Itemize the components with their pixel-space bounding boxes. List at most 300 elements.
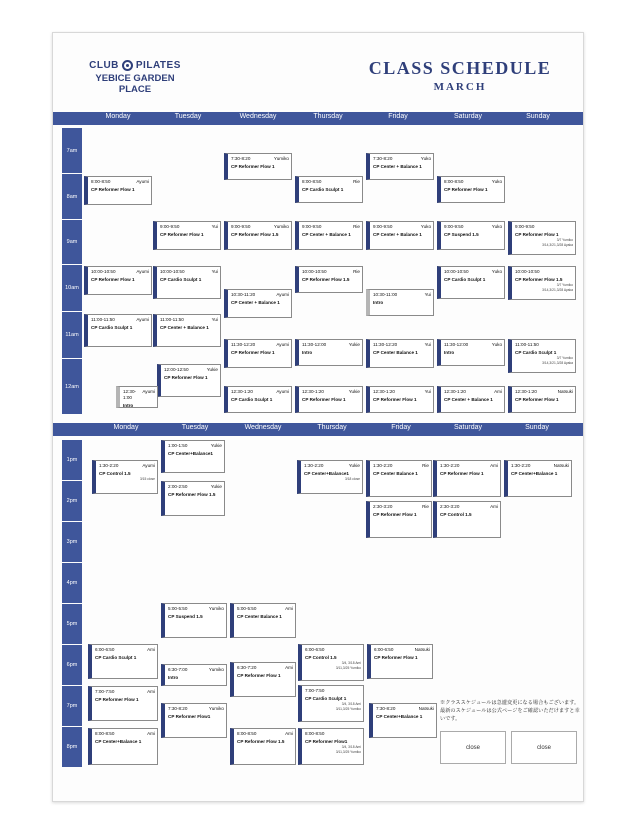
class-time: 1:00-1:50	[168, 443, 188, 448]
class-time: 7:30-8:20	[376, 706, 396, 711]
class-time-row	[444, 224, 502, 230]
class-time-row	[515, 389, 573, 395]
class-name: Intro	[123, 403, 134, 408]
class-name: CP Reformer Flow 1	[91, 187, 135, 193]
class-instructor: Yuko	[491, 269, 502, 274]
class-instructor: Ayumi	[276, 292, 289, 297]
class-note: 3/7 Yumiko 3/14,3/21,3/28 Ayaka	[542, 238, 573, 247]
class-time: 1:30-2:20	[440, 463, 460, 468]
schedule-title: CLASS SCHEDULE	[368, 58, 552, 78]
class-time-row	[231, 224, 289, 230]
class-instructor: Yuko	[491, 179, 502, 184]
class-note: 3/4, 3/18 Ami 3/11,3/25 Yumiko	[335, 661, 361, 670]
class-instructor: Yui	[424, 389, 431, 394]
studio-name: YEBICE GARDEN PLACE	[95, 73, 175, 95]
class-time-row	[231, 292, 289, 298]
time-label-8pm: 8pm	[62, 727, 82, 767]
class-name: CP Reformer Flow 1	[160, 232, 204, 238]
class-card[interactable]	[298, 728, 364, 765]
class-name: CP Cardio Sculpt 1	[160, 277, 202, 283]
class-name: CP Reformer Flow 1	[95, 697, 139, 703]
time-label-7pm: 7pm	[62, 686, 82, 726]
class-card[interactable]	[298, 685, 364, 722]
class-card[interactable]	[295, 339, 363, 366]
class-instructor: Ayumi	[136, 179, 149, 184]
class-time-row	[440, 463, 498, 469]
class-time: 9:00-9:50	[160, 224, 180, 229]
class-instructor: Yumiko	[208, 667, 224, 672]
class-instructor: Ami	[490, 463, 498, 468]
class-time-row	[373, 156, 431, 162]
class-instructor: Yuko	[491, 224, 502, 229]
class-name: CP Reformer Flow 1	[515, 397, 559, 403]
class-instructor: Rie	[353, 224, 360, 229]
class-time: 10:00-10:50	[515, 269, 540, 274]
class-name: CP Reformer Flow 1	[231, 164, 275, 170]
class-name: CP Reformer Flow1	[305, 739, 348, 745]
class-name: CP Suspend 1.5	[444, 232, 479, 238]
class-card[interactable]	[433, 460, 501, 497]
class-card[interactable]	[295, 176, 363, 203]
class-name: CP Control 1.5	[99, 471, 131, 477]
class-name: CP Center Balance 1	[237, 614, 282, 620]
class-instructor: Yukie	[348, 342, 360, 347]
class-time: 10:00-10:50	[91, 269, 116, 274]
class-time-row	[304, 463, 360, 469]
class-name: CP Reformer Flow 1.5	[168, 492, 216, 498]
class-name: CP Reformer Flow 1	[444, 187, 488, 193]
class-time-row	[444, 179, 502, 185]
class-time-row	[444, 389, 502, 395]
class-time: 9:00-9:50	[373, 224, 393, 229]
class-time-row	[373, 389, 431, 395]
class-name: CP Reformer Flow 1	[515, 232, 559, 238]
class-time: 12:30-1:20	[373, 389, 395, 394]
class-time-row	[168, 443, 222, 449]
class-time: 5:00-5:50	[168, 606, 188, 611]
class-time-row	[373, 342, 431, 348]
class-time-row	[160, 317, 218, 323]
class-card[interactable]	[297, 460, 363, 494]
class-card[interactable]	[153, 266, 221, 299]
class-time-row	[444, 269, 502, 275]
class-time-row	[91, 317, 149, 323]
class-name: CP Reformer Flow 1	[440, 471, 484, 477]
time-label-3pm: 3pm	[62, 522, 82, 562]
day-label-tuesday: Tuesday	[174, 113, 202, 120]
class-time: 10:30-11:00	[373, 292, 398, 297]
class-time: 6:00-6:50	[305, 647, 325, 652]
class-instructor: Natsuki	[553, 463, 569, 468]
class-card[interactable]	[366, 460, 432, 497]
class-card[interactable]	[84, 176, 152, 205]
class-card[interactable]	[508, 386, 576, 413]
class-time-row	[91, 179, 149, 185]
class-time: 7:30-8:20	[373, 156, 393, 161]
class-name: CP Cardio Sculpt 1	[91, 325, 133, 331]
class-time: 12:30-1:20	[515, 389, 537, 394]
class-time: 12:00-12:50	[164, 367, 189, 372]
class-name: CP Reformer Flow 1	[374, 655, 418, 661]
class-time-row	[123, 389, 155, 401]
day-label-saturday: Saturday	[453, 424, 483, 431]
brand-club: CLUB	[89, 60, 119, 71]
class-instructor: Ayumi	[142, 389, 155, 394]
time-label-1pm: 1pm	[62, 440, 82, 480]
class-card[interactable]	[366, 289, 434, 316]
class-instructor: Rie	[422, 463, 429, 468]
class-card[interactable]	[161, 440, 225, 473]
class-time: 6:30-7:00	[168, 667, 188, 672]
class-name: CP Control 1.5	[440, 512, 472, 518]
class-time: 2:30-3:20	[373, 504, 393, 509]
class-card[interactable]	[161, 603, 227, 638]
class-instructor: Yumiko	[273, 156, 289, 161]
class-time: 10:00-10:50	[160, 269, 185, 274]
class-time-row	[237, 606, 293, 612]
class-instructor: Yui	[211, 269, 218, 274]
class-card[interactable]	[224, 386, 292, 413]
class-instructor: Ami	[490, 504, 498, 509]
class-card[interactable]	[295, 266, 363, 293]
class-instructor: Yuko	[420, 224, 431, 229]
class-instructor: Ami	[285, 665, 293, 670]
class-instructor: Yumiko	[208, 606, 224, 611]
class-name: CP Reformer Flow 1.5	[302, 277, 350, 283]
class-time-row	[168, 606, 224, 612]
time-label-7am: 7am	[62, 128, 82, 173]
class-time: 10:00-10:50	[302, 269, 327, 274]
class-name: CP Center+Balance 1	[376, 714, 423, 720]
class-card[interactable]	[437, 266, 505, 299]
class-time: 9:00-9:50	[444, 224, 464, 229]
class-time: 8:00-8:50	[444, 179, 464, 184]
brand-pilates: PILATES	[135, 60, 181, 71]
class-time-row	[95, 731, 155, 737]
class-time-row	[160, 224, 218, 230]
class-card[interactable]	[92, 460, 158, 494]
class-name: CP Reformer Flow 1.5	[515, 277, 563, 283]
class-time-row	[164, 367, 218, 373]
class-time-row	[444, 342, 502, 348]
class-time: 12:30-1:20	[231, 389, 253, 394]
sun-logo-icon	[122, 60, 133, 71]
time-label-11am: 11am	[62, 312, 82, 358]
class-instructor: Ayumi	[276, 342, 289, 347]
class-time: 2:00-2:50	[168, 484, 188, 489]
class-instructor: Yuko	[420, 156, 431, 161]
class-time-row	[515, 269, 573, 275]
day-label-friday: Friday	[391, 424, 411, 431]
class-name: CP Center+Balance 1	[511, 471, 558, 477]
class-time: 7:00-7:50	[305, 688, 325, 693]
class-name: Intro	[168, 675, 179, 681]
class-time: 10:30-11:20	[231, 292, 256, 297]
class-note: 3/4, 3/18 Ami 3/11,3/25 Yumiko	[335, 745, 361, 754]
class-name: CP Center + Balance 1	[302, 232, 351, 238]
class-name: CP Reformer Flow 1	[302, 397, 346, 403]
class-instructor: Yukie	[206, 367, 218, 372]
class-name: CP Reformer Flow 1	[237, 673, 281, 679]
schedule-month: MARCH	[433, 81, 487, 93]
class-time-row	[302, 179, 360, 185]
class-name: CP Center Balance 1	[373, 350, 418, 356]
class-time-row	[160, 269, 218, 275]
class-card[interactable]	[224, 221, 292, 250]
class-time: 7:00-7:50	[95, 689, 115, 694]
class-instructor: Yumiko	[273, 224, 289, 229]
class-time: 11:00-11:50	[160, 317, 184, 322]
class-card[interactable]	[230, 662, 296, 697]
class-name: CP Reformer Flow 1	[373, 512, 417, 518]
class-time: 12:30-1:20	[302, 389, 324, 394]
class-instructor: Ayumi	[136, 317, 149, 322]
class-time-row	[515, 342, 573, 348]
class-instructor: Natsuki	[557, 389, 573, 394]
class-time: 1:30-2:20	[99, 463, 119, 468]
class-card[interactable]	[224, 289, 292, 318]
class-card[interactable]	[157, 364, 221, 397]
class-name: CP Center+Balance 1	[95, 739, 142, 745]
class-card[interactable]	[88, 728, 158, 765]
class-time: 8:00-8:50	[237, 731, 257, 736]
class-card[interactable]	[88, 686, 158, 721]
class-card[interactable]	[508, 266, 576, 300]
class-card[interactable]	[230, 728, 296, 765]
time-label-4pm: 4pm	[62, 563, 82, 603]
class-time: 7:30-8:20	[168, 706, 188, 711]
class-card[interactable]	[437, 339, 505, 366]
sunday-close-box: close	[511, 731, 577, 764]
class-instructor: Ami	[494, 389, 502, 394]
class-name: CP Center + Balance 1	[231, 300, 280, 306]
class-note: 3/7 Yumiko 3/14,3/21,3/28 Ayaka	[542, 283, 573, 292]
class-instructor: Yukie	[348, 389, 360, 394]
day-label-wednesday: Wednesday	[244, 424, 282, 431]
class-card[interactable]	[366, 221, 434, 250]
class-time-row	[302, 389, 360, 395]
day-label-thursday: Thursday	[313, 113, 343, 120]
class-time: 8:00-8:50	[91, 179, 111, 184]
class-time-row	[305, 688, 361, 694]
class-name: CP Cardio Sculpt 1	[444, 277, 486, 283]
class-time-row	[231, 389, 289, 395]
class-time: 7:30-8:20	[231, 156, 251, 161]
class-card[interactable]	[224, 153, 292, 180]
class-time: 6:00-6:50	[374, 647, 394, 652]
class-time-row	[302, 269, 360, 275]
class-card[interactable]	[84, 266, 152, 295]
class-time: 11:30-12:20	[231, 342, 256, 347]
class-card[interactable]	[153, 314, 221, 347]
class-card[interactable]	[433, 501, 501, 538]
day-label-wednesday: Wednesday	[239, 113, 277, 120]
class-instructor: Yukie	[210, 484, 222, 489]
class-name: CP Center + Balance 1	[160, 325, 209, 331]
club-pilates-logo	[80, 60, 190, 94]
class-time: 5:00-5:50	[237, 606, 257, 611]
day-header-bottom	[53, 423, 583, 436]
class-time: 6:30-7:20	[237, 665, 257, 670]
class-instructor: Yui	[211, 224, 218, 229]
class-instructor: Yukie	[348, 463, 360, 468]
class-time-row	[373, 224, 431, 230]
class-time-row	[168, 484, 222, 490]
class-name: CP Center+Balance1	[168, 451, 213, 457]
class-card[interactable]	[116, 386, 158, 408]
time-label-5pm: 5pm	[62, 604, 82, 644]
class-name: CP Center + Balance 1	[373, 164, 422, 170]
day-label-tuesday: Tuesday	[181, 424, 209, 431]
day-label-friday: Friday	[388, 113, 408, 120]
time-label-10am: 10am	[62, 265, 82, 311]
class-time-row	[515, 224, 573, 230]
saturday-close-box: close	[440, 731, 506, 764]
class-card[interactable]	[366, 153, 434, 180]
class-time-row	[373, 292, 431, 298]
class-time-row	[374, 647, 430, 653]
class-time-row	[373, 504, 429, 510]
class-instructor: Ami	[147, 647, 155, 652]
class-time-row	[237, 665, 293, 671]
class-note: 3/15 close	[139, 477, 155, 482]
class-time: 6:00-6:50	[95, 647, 115, 652]
class-name: CP Reformer Flow 1	[231, 350, 275, 356]
class-time-row	[99, 463, 155, 469]
class-time: 8:00-8:50	[305, 731, 325, 736]
class-instructor: Natsuki	[418, 706, 434, 711]
class-card[interactable]	[295, 386, 363, 413]
class-card[interactable]	[366, 339, 434, 368]
class-instructor: Rie	[353, 269, 360, 274]
class-card[interactable]	[295, 221, 363, 250]
class-card[interactable]	[437, 386, 505, 413]
class-name: CP Reformer Flow 1	[164, 375, 208, 381]
time-label-12am: 12am	[62, 359, 82, 414]
class-time-row	[376, 706, 434, 712]
class-card[interactable]	[84, 314, 152, 347]
time-label-6pm: 6pm	[62, 645, 82, 685]
class-card[interactable]	[366, 386, 434, 413]
class-name: CP Cardio Sculpt 1	[515, 350, 557, 356]
class-time-row	[168, 706, 224, 712]
class-name: Intro	[373, 300, 384, 306]
class-time: 9:00-9:50	[302, 224, 322, 229]
class-note: 3/4, 3/18 Ami 3/11,3/25 Yumiko	[335, 702, 361, 711]
class-name: CP Center + Balance 1	[373, 232, 422, 238]
day-label-sunday: Sunday	[526, 113, 550, 120]
class-card[interactable]	[230, 603, 296, 638]
class-card[interactable]	[367, 644, 433, 679]
class-time: 11:00-11:50	[91, 317, 115, 322]
class-card[interactable]	[504, 460, 572, 497]
class-note: 3/7 Yumiko 3/14,3/21,3/28 Ayaka	[542, 356, 573, 365]
class-time-row	[91, 269, 149, 275]
class-name: CP Center+Balance1	[304, 471, 349, 477]
class-name: CP Cardio Sculpt 1	[231, 397, 273, 403]
class-card[interactable]	[437, 176, 505, 203]
class-note: 3/18 close	[344, 477, 360, 482]
day-label-monday: Monday	[105, 113, 131, 120]
class-name: CP Cardio Sculpt 1	[305, 696, 347, 702]
class-card[interactable]	[508, 221, 576, 255]
class-time-row	[168, 667, 224, 673]
class-instructor: Rie	[353, 179, 360, 184]
class-card[interactable]	[224, 339, 292, 368]
class-instructor: Yui	[424, 342, 431, 347]
class-time: 1:30-2:20	[373, 463, 393, 468]
class-time: 12:30-1:20	[444, 389, 466, 394]
class-time-row	[302, 342, 360, 348]
class-instructor: Ami	[285, 731, 293, 736]
class-time: 12:30-1:00	[123, 389, 137, 401]
class-time-row	[237, 731, 293, 737]
class-time-row	[373, 463, 429, 469]
class-instructor: Ayumi	[142, 463, 155, 468]
class-card[interactable]	[508, 339, 576, 373]
class-name: CP Reformer Flow 1	[373, 397, 417, 403]
class-time-row	[231, 342, 289, 348]
class-name: CP Reformer Flow 1	[91, 277, 135, 283]
time-label-9am: 9am	[62, 220, 82, 264]
class-time: 2:30-3:20	[440, 504, 460, 509]
class-name: CP Suspend 1.5	[168, 614, 203, 620]
class-name: CP Control 1.5	[305, 655, 337, 661]
class-time-row	[95, 647, 155, 653]
class-instructor: Ami	[285, 606, 293, 611]
class-time-row	[305, 647, 361, 653]
class-instructor: Yui	[424, 292, 431, 297]
class-card[interactable]	[366, 501, 432, 538]
day-label-saturday: Saturday	[453, 113, 483, 120]
class-time-row	[231, 156, 289, 162]
class-name: Intro	[302, 350, 313, 356]
class-card[interactable]	[437, 221, 505, 250]
class-card[interactable]	[161, 664, 227, 686]
class-time: 11:30-12:00	[444, 342, 469, 347]
class-name: CP Reformer Flow1	[168, 714, 211, 720]
class-name: Intro	[444, 350, 455, 356]
class-time: 1:30-2:20	[304, 463, 324, 468]
class-time-row	[440, 504, 498, 510]
class-name: CP Reformer Flow 1.5	[231, 232, 279, 238]
class-time: 1:30-2:20	[511, 463, 531, 468]
class-card[interactable]	[161, 481, 225, 516]
class-instructor: Yumiko	[208, 706, 224, 711]
schedule-change-notice: ※クラススケジュールは急遽変更になる場合もございます。最新のスケジュールは公式ページをご確認いただけますと幸いです。	[440, 700, 580, 722]
class-time: 9:00-9:50	[515, 224, 535, 229]
class-card[interactable]	[161, 703, 227, 738]
class-instructor: Rie	[422, 504, 429, 509]
class-time: 11:00-11:50	[515, 342, 539, 347]
class-card[interactable]	[88, 644, 158, 679]
class-time: 11:30-12:20	[373, 342, 398, 347]
class-time: 8:00-8:50	[302, 179, 322, 184]
day-label-monday: Monday	[113, 424, 139, 431]
class-time-row	[305, 731, 361, 737]
day-label-thursday: Thursday	[317, 424, 347, 431]
class-card[interactable]	[369, 703, 437, 738]
class-time: 8:00-8:50	[95, 731, 115, 736]
class-instructor: Ami	[147, 689, 155, 694]
class-time-row	[95, 689, 155, 695]
class-instructor: Yuko	[491, 342, 502, 347]
class-name: CP Reformer Flow 1.5	[237, 739, 285, 745]
class-card[interactable]	[153, 221, 221, 250]
class-time: 11:30-12:00	[302, 342, 327, 347]
class-name: CP Center Balance 1	[373, 471, 418, 477]
class-card[interactable]	[298, 644, 364, 681]
